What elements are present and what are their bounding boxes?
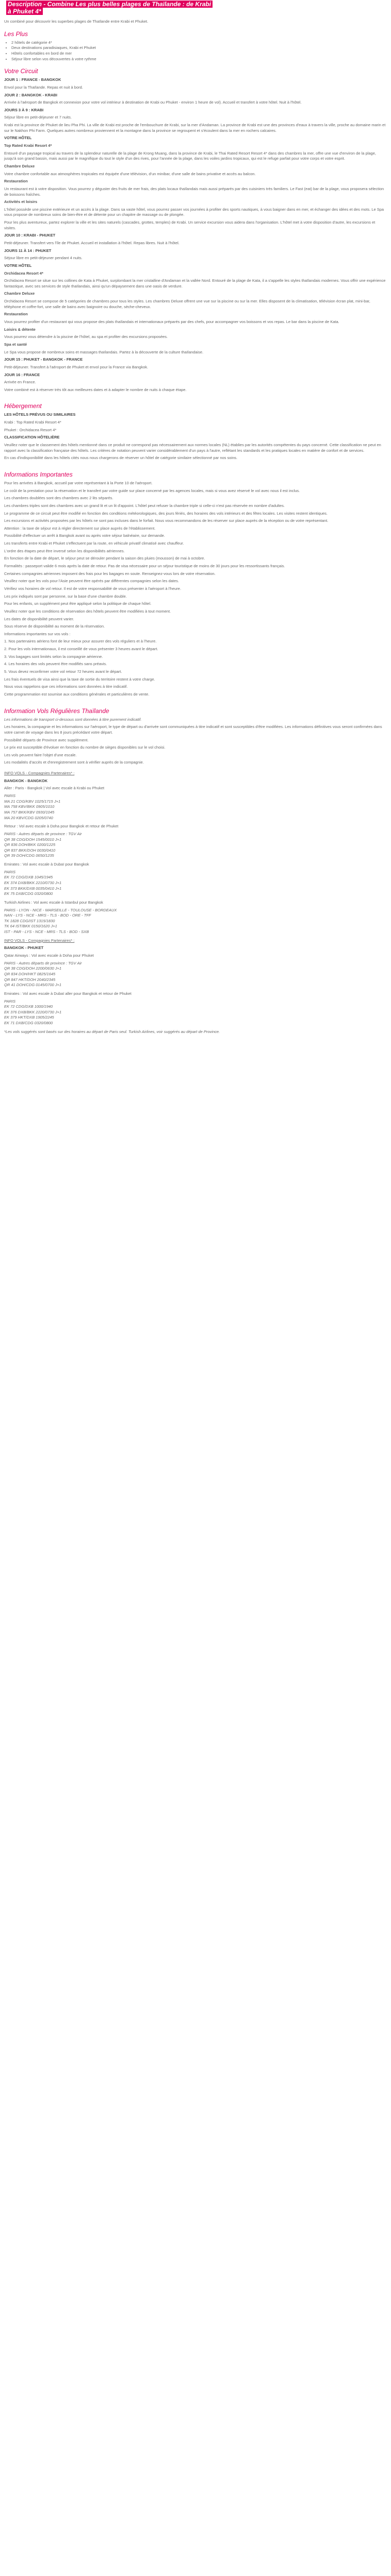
vols-flight-line: QR 41 DOH/CDG 0145/0700 J+1 xyxy=(4,982,62,988)
circuit-paragraph: Arrivée en France. xyxy=(4,380,36,385)
infos-paragraph: Veuillez noter que les conditions de réservation des hôtels peuvent être modifiées à tout moment. xyxy=(4,608,171,614)
section-title-infos: Informations Importantes xyxy=(4,470,73,478)
infos-paragraph: Les chambres doublées sont des chambres avec 2 lits séparés. xyxy=(4,496,113,501)
hebergement-content xyxy=(4,412,387,461)
vols-flight-line: QR 39 DOH/CDG 0650/1235 xyxy=(4,853,54,858)
vols-flight-line: IST - PAR - LYS - NCE - MRS - TLS - BOD - SXB xyxy=(4,929,89,935)
vols-heading: BANGKOK - BANGKOK xyxy=(4,778,48,783)
circuit-paragraph: Séjour libre en petit-déjeuner pendant 4 nuits. xyxy=(4,256,83,261)
section-title-plus: Les Plus xyxy=(4,30,28,38)
hebergement-heading: CLASSIFICATION HÔTELIÈRE xyxy=(4,435,60,440)
vols-flight-line: PARIS xyxy=(4,793,15,799)
circuit-paragraph: Vous pourrez vous détendre à la piscine de l'hôtel, au spa et profiter des excursions proposées. xyxy=(4,334,168,340)
circuit-heading: VOTRE HÔTEL xyxy=(4,263,32,268)
vols-paragraph: Turkish Airlines : Vol avec escale à Istanbul pour Bangkok xyxy=(4,900,103,905)
section-title-circuit: Votre Circuit xyxy=(4,67,38,75)
vols-flight-line: MA 757 BKK/KBV 0930/1045 xyxy=(4,809,55,815)
infos-paragraph: 3. Vos bagages sont limités selon la compagnie aérienne. xyxy=(4,654,103,659)
infos-paragraph: En fonction de la date de départ, le séjour peut se dérouler pendant la saison des pluies (mousson) de mai à octobre. xyxy=(4,556,205,561)
vols-flight-line: NAN - LYS - NCE - MRS - TLS - BOD - ORE - TFF xyxy=(4,913,91,918)
vols-flight-line: MA 758 KBV/BKK 0905/1010 xyxy=(4,804,55,809)
infos-paragraph: 1. Nos partenaires aériens font de leur mieux pour assurer des vols réguliers et à l'heure. xyxy=(4,639,157,644)
hebergement-paragraph: En cas d'indisponibilité dans les hôtels cités nous nous chargerons de réserver un hôtel de catégorie similaire sélectionné par nos soins. xyxy=(4,455,238,461)
infos-paragraph: L'ordre des étapes peut être inversé selon les disponibilités aériennes. xyxy=(4,548,125,553)
circuit-heading: JOUR 2 : BANGKOK - KRABI xyxy=(4,92,57,97)
circuit-paragraph: Orchidacea Resort 4* xyxy=(4,270,43,276)
circuit-heading: JOUR 10 : KRABI - PHUKET xyxy=(4,233,56,238)
vols-content xyxy=(4,717,387,1035)
vols-paragraph: INFO VOLS - Compagnies Partenaires* : xyxy=(4,771,75,776)
circuit-paragraph: Entouré d'un paysage tropical au travers de la splendeur naturelle de la plage de Krong Muang, dans la province de Krabi, le Thai Rated Resort Resort 4* dans des chambres la mer, offre une vue d'environ de la plage, jusqu'à son grand bassin, mais aussi par le magnifique du tout le style d'un des rives, pour l'année de la plage, dans les voiles jardins tropicaux, qui est le refuge parfait pour votre corps et votre esprit. xyxy=(4,150,376,161)
infos-content xyxy=(4,481,387,698)
vols-flight-line: QR 38 CDG/DOH 2200/0630 J+1 xyxy=(4,966,62,971)
vols-paragraph: Possibilité départs de Province avec supplément. xyxy=(4,737,89,742)
infos-paragraph: Certaines compagnies aériennes imposent des frais pour les bagages en soute. Renseignez-vous lors de votre réservation. xyxy=(4,571,216,576)
circuit-paragraph: Votre chambre confortable aux atmosphères tropicales est équipée d'une télévision, d'un minibar, d'une salle de bains privative et accès au balcon. xyxy=(4,171,256,176)
title-line-2: à Phuket 4* xyxy=(6,8,43,15)
vols-paragraph: Aller : Paris - Bangkok | Vol avec escale à Krabi ou Phuket xyxy=(4,786,105,791)
vols-paragraph: Les vols peuvent faire l'objet d'une escale. xyxy=(4,752,77,757)
vols-paragraph: *Les vols suggérés sont basés sur des horaires au départ de Paris seul. Turkish Airlines, voir suggérés au départ de Province. xyxy=(4,1029,220,1034)
circuit-paragraph: Restauration xyxy=(4,312,28,317)
vols-flight-line: QR 847 HKT/DOH 2040/2345 xyxy=(4,977,56,982)
circuit-paragraph: Orchidacea Resort se situe sur les collines de Kata à Phuket, surplombant la mer cristalline d'Andaman et la vallée Nord. Entouré de la plage de Kata, il a s'appelle les styles thaïlandais modernes. Vous offrir une expérience fantastique, avec ses services de style thaïlandais, ainsi qu'un dépaysement dans une oasis de verdure. xyxy=(4,278,386,289)
vols-flight-line: EK 72 CDG/DXB 1045/1945 xyxy=(4,875,53,880)
vols-flight-line: EK 75 DXB/CDG 0320/0800 xyxy=(4,891,53,896)
vols-flight-line: EK 376 DXB/BKK 2220/0730 J+1 xyxy=(4,1009,62,1014)
circuit-paragraph: Restauration xyxy=(4,179,28,184)
vols-flight-line: PARIS - Autres départs de province : TGV Air xyxy=(4,831,82,836)
circuit-paragraph: Pour les plus aventureux, partez explorer la ville et les sites naturels (cascades, grottes, temples) de Krabi. Un service excursion vous aidera dans l'organisation. L'hôtel met à votre disposition d'autre, les excursions et visites. xyxy=(4,220,376,230)
infos-paragraph: Le programme de ce circuit peut être modifié en fonction des conditions météorologiques, des jours fériés, des horaires des vols intérieurs et des fêtes locales. Les visites restent identiques. xyxy=(4,511,328,516)
document-page xyxy=(0,0,391,1035)
infos-paragraph: Attention : la taxe de séjour est à régler directement sur place auprès de l'établissement. xyxy=(4,526,156,531)
circuit-heading: JOUR 1 : FRANCE - BANGKOK xyxy=(4,77,61,82)
circuit-paragraph: Chambre Deluxe xyxy=(4,163,35,168)
hebergement-paragraph: Veuillez noter que le classement des hôtels mentionné dans ce produit ne correspond pas nécessairement aux normes locales (NL) établies par les autorités compétentes du pays concerné. Cette classification ne peut en rapport avec la classification française des hôtels. Les critères de notation peuvent varier considérablement d'un pays à l'autre, reflétant les standards et les pratiques locales en matière de confort et de services. xyxy=(4,443,381,453)
vols-flight-line: TK 64 IST/BKK 0150/1620 J+1 xyxy=(4,924,57,929)
infos-paragraph: Les dates de disponibilité peuvent varier. xyxy=(4,616,74,621)
infos-paragraph: Les chambres triples sont des chambres avec un grand lit et un lit d'appoint. L'hôtel peut refuser la chambre triple si celle-ci n'est pas réservée en nombre d'adultes. xyxy=(4,503,285,508)
plus-item: • Deux destinations paradisiaques, Krabi et Phuket xyxy=(11,45,387,51)
plus-item: • Séjour libre selon vos découvertes à votre rythme xyxy=(11,57,387,62)
vols-paragraph: Emirates : Vol avec escale à Dubaï pour Bangkok xyxy=(4,862,89,867)
hebergement-paragraph: Phuket : Orchidacea Resort 4* xyxy=(4,427,57,432)
circuit-heading: JOURS 11 À 14 : PHUKET xyxy=(4,248,52,253)
vols-paragraph: INFO VOLS - Compagnies Partenaires* : xyxy=(4,938,75,943)
vols-flight-line: EK 373 BKK/DXB 0035/0410 J+1 xyxy=(4,886,62,891)
infos-paragraph: Le coût de la prestation pour la réservation et le transfert par votre guide sur place concerné par les agences locales, mais si vous avez réservé le vol avec nous il est inclus. xyxy=(4,488,300,493)
circuit-paragraph: Loisirs & détente xyxy=(4,327,36,332)
infos-paragraph: Veuillez noter que les vols pour l'Asie peuvent être opérés par différentes compagnies selon les dates. xyxy=(4,579,179,584)
plus-item: • Hôtels confortables en bord de mer xyxy=(11,51,387,57)
plus-item: • 2 hôtels de catégorie 4* xyxy=(11,40,387,46)
section-title-hebergement: Hébergement xyxy=(4,402,42,410)
vols-paragraph: Les informations de transport ci-dessous sont données à titre purement indicatif. xyxy=(4,717,142,722)
circuit-paragraph: Votre combiné est à réserver très tôt aux meilleures dates et à adapter le nombre de nuits à chaque étape. xyxy=(4,387,187,392)
circuit-paragraph: Spa et santé xyxy=(4,342,27,347)
infos-paragraph: 5. Vous devez reconfirmer votre vol retour 72 heures avant le départ. xyxy=(4,669,122,674)
circuit-paragraph: Petit-déjeuner. Transfert à l'aéroport de Phuket et envol pour la France via Bangkok. xyxy=(4,364,149,369)
plus-list xyxy=(4,40,387,62)
circuit-heading: JOURS 3 À 9 : KRABI xyxy=(4,107,44,112)
hebergement-heading: LES HÔTELS PRÉVUS OU SIMILAIRES xyxy=(4,412,76,417)
infos-paragraph: Cette programmation est soumise aux conditions générales et particulières de vente. xyxy=(4,691,150,697)
circuit-heading: JOUR 16 : FRANCE xyxy=(4,372,40,377)
vols-paragraph: Emirates : Vol avec escale à Dubaï aller pour Bangkok et retour de Phuket xyxy=(4,991,132,996)
vols-flight-line: EK 71 DXB/CDG 0320/0800 xyxy=(4,1021,53,1026)
infos-paragraph: Pour les arrivées à Bangkok, accueil par votre représentant à la Porte 10 de l'aéroport. xyxy=(4,481,153,485)
vols-flight-line: PARIS - LYON - NICE - MARSEILLE - TOULOUSE - BORDEAUX xyxy=(4,907,117,912)
infos-paragraph: Nous vous rappelons que ces informations sont données à titre indicatif. xyxy=(4,684,128,689)
vols-flight-line: MA 20 KBV/CDG 0205/0740 xyxy=(4,815,53,820)
circuit-content xyxy=(4,77,387,393)
infos-paragraph: Les frais éventuels de visa ainsi que la taxe de sortie du territoire restent à votre charge. xyxy=(4,676,155,682)
vols-flight-line: EK 379 HKT/DXB 1905/2245 xyxy=(4,1015,54,1020)
infos-paragraph: Informations importantes sur vos vols : xyxy=(4,631,71,636)
vols-flight-line: QR 38 CDG/DOH 1545/0010 J+1 xyxy=(4,837,62,842)
circuit-paragraph: L'hôtel possède une piscine extérieure et un accès à la plage. Dans sa vaste hôtel, vous pourrez passer vos journées à profiter des sports nautiques, à vous baigner dans en mer, et échanger des idées et des mots. Le Spa vous propose de nombreux soins de bien-être et de détente pour un chapitre de massage ou de plongée. xyxy=(4,207,384,217)
vols-flight-line: QR 836 DOH/BKK 0200/1225 xyxy=(4,842,56,848)
vols-flight-line: QR 834 DOH/HKT 0825/1645 xyxy=(4,971,56,976)
infos-paragraph: Pour les enfants, un supplément peut être appliqué selon la politique de chaque hôtel. xyxy=(4,601,152,606)
infos-paragraph: Sous réserve de disponibilité au moment de la réservation. xyxy=(4,624,105,629)
circuit-paragraph: Un restaurant est à votre disposition. Vous pourrez y déguster des fruits de mer frais, des plats locaux thaïlandais mais aussi préparés par des cuisiniers très familiers. Le Fast (eat) bar de la plage, vous proposera sélection de boissons fraîches. xyxy=(4,186,384,197)
document-title xyxy=(4,0,387,16)
infos-paragraph: Les prix indiqués sont par personne, sur la base d'une chambre double. xyxy=(4,594,127,599)
vols-paragraph: Les modalités d'accès et d'enregistrement sont à vérifier auprès de la compagnie. xyxy=(4,760,144,765)
vols-paragraph: Le prix est susceptible d'évoluer en fonction du nombre de sièges disponibles sur le vol choisi. xyxy=(4,745,166,750)
circuit-heading: JOUR 15 : PHUKET - BANGKOK - FRANCE xyxy=(4,357,83,362)
vols-flight-line: EK 374 DXB/BKK 2210/0730 J+1 xyxy=(4,880,62,885)
circuit-paragraph: Chambre Deluxe xyxy=(4,291,35,296)
vols-paragraph: Retour : Vol avec escale à Doha pour Bangkok et retour de Phuket xyxy=(4,824,119,829)
circuit-paragraph: Orchidacea Resort se compose de 5 catégories de chambres pour tous les styles. Les chambres Deluxe offrent une vue sur la piscine ou sur la mer. Elles disposent de la climatisation, télévision écran plat, mini-bar, téléphone et coffre-fort, une salle de bains avec baignoire ou douche, sèche-cheveux. xyxy=(4,299,370,309)
vols-paragraph: Qatar Airways : Vol avec escale à Doha pour Phuket xyxy=(4,953,94,958)
circuit-paragraph: Le Spa vous propose de nombreux soins et massages thaïlandais. Partez à la découverte de la culture thaïlandaise. xyxy=(4,349,204,354)
circuit-paragraph: Arrivée à l'aéroport de Bangkok et connexion pour votre vol intérieur à destination de Krabi ou Phuket - environ 1 heure de vol). Accueil et transfert à votre hôtel. Nuit à l'hôtel. xyxy=(4,100,302,105)
vols-flight-line: PARIS xyxy=(4,998,15,1004)
infos-paragraph: Possibilité d'effectuer un arrêt à Bangkok avant ou après votre séjour balnéaire, sur demande. xyxy=(4,533,165,538)
section-title-vols: Information Vols Régulières Thaïlande xyxy=(4,707,109,715)
infos-paragraph: Les excursions et activités proposées par les hôtels ne sont pas incluses dans le forfait. Nous vous recommandons de les réserver sur place auprès de la réception ou de votre représentant. xyxy=(4,518,329,523)
vols-flight-line: MA 21 CDG/KBV 1025/1715 J+1 xyxy=(4,799,61,804)
infos-paragraph: Formalités : passeport valide 6 mois après la date de retour. Pas de visa nécessaire pour un séjour touristique de moins de 30 jours pour les ressortissants français. xyxy=(4,564,285,569)
intro-text: Un combiné pour découvrir les superbes plages de Thaïlande entre Krabi et Phuket. xyxy=(4,19,149,24)
infos-paragraph: 2. Pour les vols internationaux, il est conseillé de vous présenter 3 heures avant le départ. xyxy=(4,647,158,652)
circuit-paragraph: Vous pourrez profiter d'un restaurant qui vous propose des plats thaïlandais et internationaux préparés par des chefs, pour accompagner vos boissons et vos repas. Le bar dans la piscine de Kata. xyxy=(4,319,339,325)
infos-paragraph: 4. Les horaires des vols peuvent être modifiés sans préavis. xyxy=(4,662,107,667)
infos-paragraph: Les transferts entre Krabi et Phuket s'effectuent par la route, en véhicule privatif climatisé avec chauffeur. xyxy=(4,541,184,546)
circuit-paragraph: Krabi est la province de Phuket de lieu Pha Phi. La ville de Krabi est proche de l'embouchure de Krabi, sur la mer d'Andaman. La province de Krabi est une des provinces d'eaux à travers la ville, proche au domaine marin et sur le Nakhon Phi Farm. Quelques autres nombreux proviennent et la montagne dans la province se regroupent et s'écoulent dans la mer en rochers calcaires. xyxy=(4,123,386,133)
circuit-paragraph: Envol pour la Thaïlande. Repas et nuit à bord. xyxy=(4,84,83,90)
title-line-1: Description - Combine Les plus belles plages de Thaïlande : de Krabi xyxy=(6,1,213,8)
vols-paragraph: Les horaires, la compagnie et les informations sur l'aéroport, le type de départ ou d'arrivée sont communiquées à titre indicatif et sont susceptibles d'être modifiées. Les informations définitives vous seront confirmées dans votre carnet de voyage dans les 8 jours précédant votre départ. xyxy=(4,724,382,735)
infos-paragraph: Vérifiez vos horaires de vol retour. Il est de votre responsabilité de vous présenter à l'aéroport à l'heure. xyxy=(4,586,182,591)
vols-heading: BANGKOK - PHUKET xyxy=(4,945,44,951)
vols-flight-line: PARIS xyxy=(4,869,15,874)
vols-flight-line: TK 1828 CDG/IST 1315/1830 xyxy=(4,918,55,923)
circuit-heading: VOTRE HÔTEL xyxy=(4,135,32,141)
circuit-paragraph: Activités et loisirs xyxy=(4,199,38,205)
hebergement-paragraph: Krabi : Top Rated Krabi Resort 4* xyxy=(4,420,61,425)
circuit-paragraph: Top Rated Krabi Resort 4* xyxy=(4,143,52,148)
vols-flight-line: PARIS - Autres départs de province : TGV Air xyxy=(4,960,82,965)
circuit-paragraph: Petit-déjeuner. Transfert vers l'île de Phuket. Accueil et installation à l'hôtel. Repas libres. Nuit à l'hôtel. xyxy=(4,241,180,245)
vols-flight-line: QR 837 BKK/DOH 0030/0410 xyxy=(4,848,56,853)
vols-flight-line: EK 72 CDG/DXB 1000/1940 xyxy=(4,1004,53,1009)
circuit-paragraph: Séjour libre en petit-déjeuner et 7 nuits. xyxy=(4,115,72,120)
